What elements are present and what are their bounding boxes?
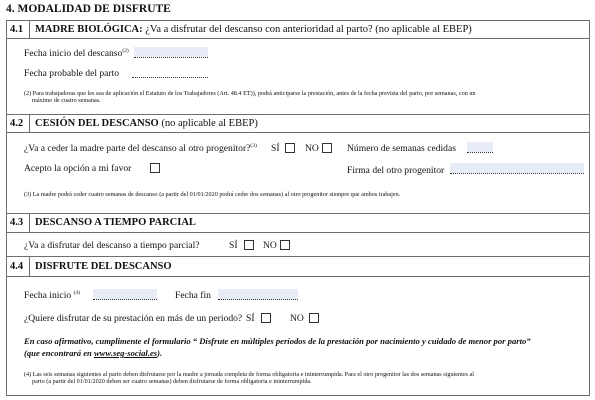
afirmativo-instructions-line2: (que encontrará en www.seg-social.es). [24,348,163,358]
section-heading-madre: MADRE BIOLÓGICA: [35,24,143,35]
section-heading-disfrute: DISFRUTE DEL DESCANSO [35,261,172,272]
dotted-line [134,57,208,58]
si-label: SÍ [229,240,238,251]
dotted-line [450,173,584,174]
footnote-4: (4) Las seis semanas siguientes al parto deben disfrutarse por la madre a jornada completa de forma obligatoria e ininterrumpida. Para el otro progenitor las dos semanas siguientes al parto (a partir del 01/01/2020 deben ser cuatro semanas) deben disfrutarse de forma obligatoria e ininterrumpida. [24,371,474,386]
ceder-question: ¿Va a ceder la madre parte del descanso al otro progenitor?$^{(3)}$ [24,142,257,154]
dotted-line [93,299,157,300]
si-label: SÍ [246,313,255,324]
periodos-no-checkbox[interactable] [309,313,319,323]
fecha-fin-label: Fecha fin [175,290,211,301]
section-number-4-1: 4.1 [10,24,24,35]
divider [6,232,590,233]
divider [6,132,590,133]
divider [6,114,590,115]
acepto-checkbox[interactable] [150,163,160,173]
afirmativo-instructions: En caso afirmativo, cumplimente el formulario “ Disfrute en múltiples períodos de la prestación por nacimiento y cuidado de menor por parto” [24,336,531,346]
seg-social-link[interactable]: www.seg-social.es [93,348,158,358]
dotted-line [467,152,493,153]
periodos-question: ¿Quiere disfrutar de su prestación en más de un periodo? [24,313,243,324]
footnote-3: (3) La madre podrá ceder cuatro semanas de descanso (a partir del 01/01/2020 podrá ceder dos semanas) al otro progenitor siempre que ambos trabajen. [24,191,401,198]
fecha-probable-label: Fecha probable del parto [24,68,120,79]
dotted-line [218,299,298,300]
divider [6,38,590,39]
fecha-inicio-descanso-field[interactable] [134,47,208,57]
section-number-4-2: 4.2 [10,118,24,129]
fecha-inicio-descanso-label: Fecha inicio del descanso$^{(2)}$ [24,47,129,59]
fecha-inicio-label: Fecha inicio $^{(4)}$ [24,289,80,301]
section-header-4-4 [35,261,172,272]
section-header-4-3 [35,217,196,228]
ceder-no-checkbox[interactable] [322,143,332,153]
section-header-4-1 [35,24,472,35]
section-heading-parcial: DESCANSO A TIEMPO PARCIAL [35,217,196,228]
firma-label: Firma del otro progenitor [347,165,445,176]
si-label: SÍ [271,143,280,154]
section-number-4-4: 4.4 [10,261,24,272]
divider [29,213,30,232]
divider [6,276,590,277]
section-title: 4. MODALIDAD DE DISFRUTE [6,3,171,15]
semanas-cedidas-field[interactable] [467,142,493,152]
section-number-4-3: 4.3 [10,217,24,228]
parcial-question: ¿Va a disfrutar del descanso a tiempo parcial? [24,240,200,251]
divider [29,114,30,132]
fecha-inicio-field[interactable] [93,289,157,299]
firma-field[interactable] [450,163,584,173]
section-heading-suffix: (no aplicable al EBEP) [161,118,258,129]
parcial-si-checkbox[interactable] [244,240,254,250]
fecha-fin-field[interactable] [218,289,298,299]
no-label: NO [290,313,304,324]
no-label: NO [305,143,319,154]
section-header-4-2 [35,118,258,129]
periodos-si-checkbox[interactable] [261,313,271,323]
footnote-2: (2) Para trabajadoras que les sea de aplicación el Estatuto de los Trabajadores (Art. 48.4 ET)), podrá anticiparse la prestación, antes de la fecha prevista del parto, por semanas, con un máximo de cuatro semanas. [24,90,476,105]
divider [6,213,590,214]
semanas-cedidas-label: Número de semanas cedidas [347,143,456,154]
divider [29,20,30,38]
acepto-label: Acepto la opción a mi favor [24,163,132,174]
divider [29,256,30,276]
section-heading-cesion: CESIÓN DEL DESCANSO [35,118,159,129]
no-label: NO [263,240,277,251]
parcial-no-checkbox[interactable] [280,240,290,250]
question-anterioridad: ¿Va a disfrutar del descanso con anterioridad al parto? (no aplicable al EBEP) [145,24,472,35]
divider [6,256,590,257]
ceder-si-checkbox[interactable] [285,143,295,153]
fecha-probable-field[interactable] [132,77,208,78]
